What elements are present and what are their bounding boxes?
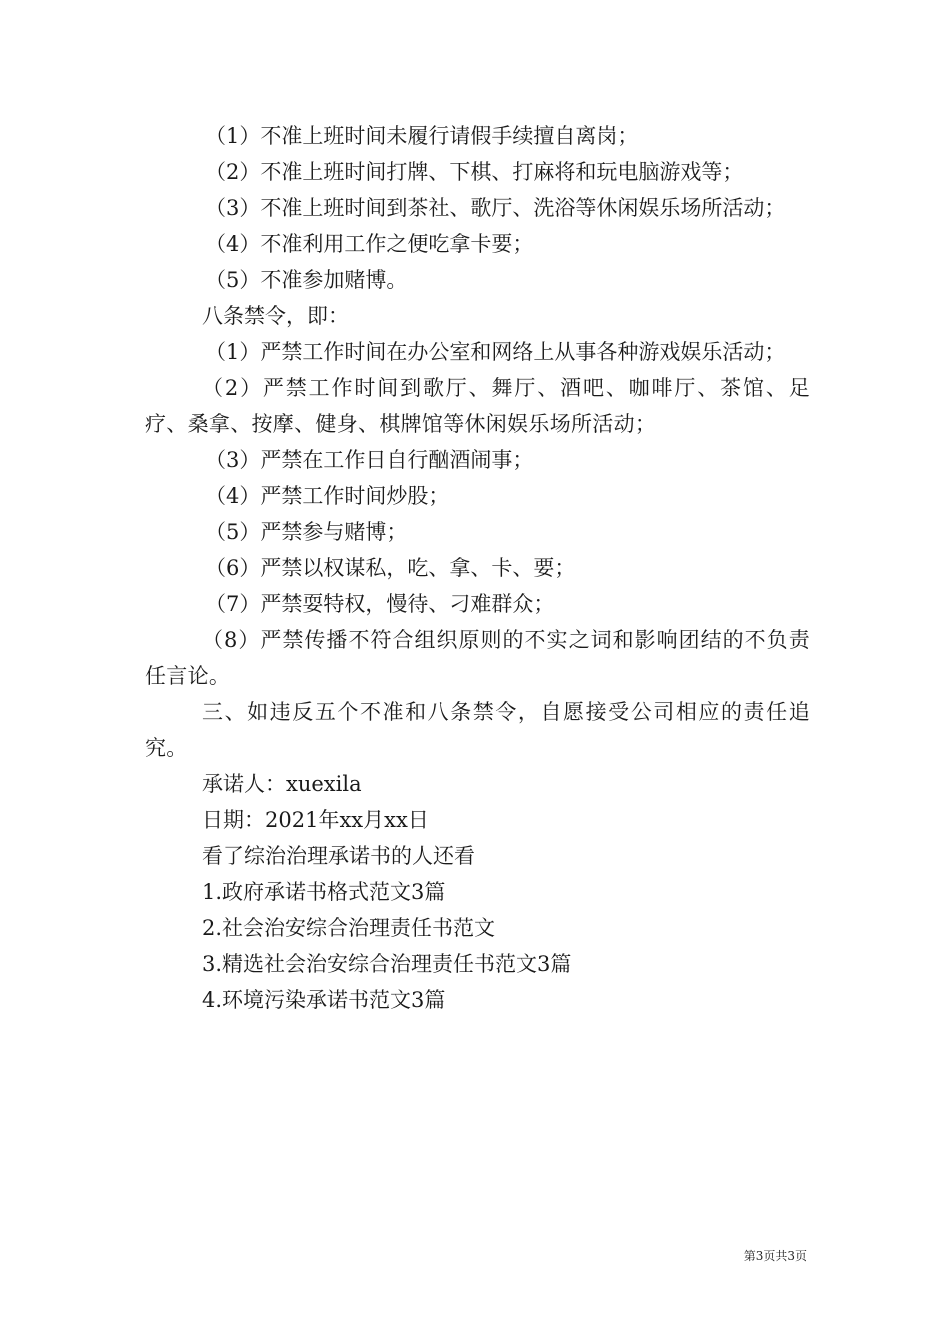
related-link-3[interactable]: 3.精选社会治安综合治理责任书范文3篇 (202, 952, 572, 976)
five-prohibitions-item-5: （5）不准参加赌博。 (205, 268, 408, 292)
eight-bans-item-4: （4）严禁工作时间炒股； (205, 484, 450, 508)
five-prohibitions-item-3: （3）不准上班时间到茶社、歌厅、洗浴等休闲娱乐场所活动； (205, 196, 786, 220)
eight-bans-item-6: （6）严禁以权谋私，吃、拿、卡、要； (205, 556, 576, 580)
five-prohibitions-item-1: （1）不准上班时间未履行请假手续擅自离岗； (205, 124, 639, 148)
eight-bans-heading: 八条禁令，即： (202, 304, 349, 328)
five-prohibitions-item-2: （2）不准上班时间打牌、下棋、打麻将和玩电脑游戏等； (205, 160, 744, 184)
eight-bans-item-5: （5）严禁参与赌博； (205, 520, 408, 544)
related-link-2[interactable]: 2.社会治安综合治理责任书范文 (202, 916, 496, 940)
eight-bans-item-1: （1）严禁工作时间在办公室和网络上从事各种游戏娱乐活动； (205, 340, 786, 364)
date-line: 日期：2021年xx月xx日 (202, 808, 429, 832)
related-link-1[interactable]: 1.政府承诺书格式范文3篇 (202, 880, 446, 904)
eight-bans-item-2: （2）严禁工作时间到歌厅、舞厅、酒吧、咖啡厅、茶馆、足疗、桑拿、按摩、健身、棋牌馆等休闲娱乐场所活动； (145, 376, 810, 436)
related-link-4[interactable]: 4.环境污染承诺书范文3篇 (202, 988, 446, 1012)
eight-bans-item-3: （3）严禁在工作日自行酗酒闹事； (205, 448, 534, 472)
signatory-line: 承诺人：xuexila (202, 772, 362, 796)
eight-bans-item-8: （8）严禁传播不符合组织原则的不实之词和影响团结的不负责任言论。 (145, 628, 810, 688)
related-heading: 看了综治治理承诺书的人还看 (202, 844, 475, 868)
five-prohibitions-item-4: （4）不准利用工作之便吃拿卡要； (205, 232, 534, 256)
clause-three: 三、如违反五个不准和八条禁令，自愿接受公司相应的责任追究。 (145, 700, 810, 760)
document-body (145, 118, 810, 1018)
eight-bans-item-7: （7）严禁耍特权，慢待、刁难群众； (205, 592, 555, 616)
page-number-footer: 第3页共3页 (743, 1249, 807, 1263)
